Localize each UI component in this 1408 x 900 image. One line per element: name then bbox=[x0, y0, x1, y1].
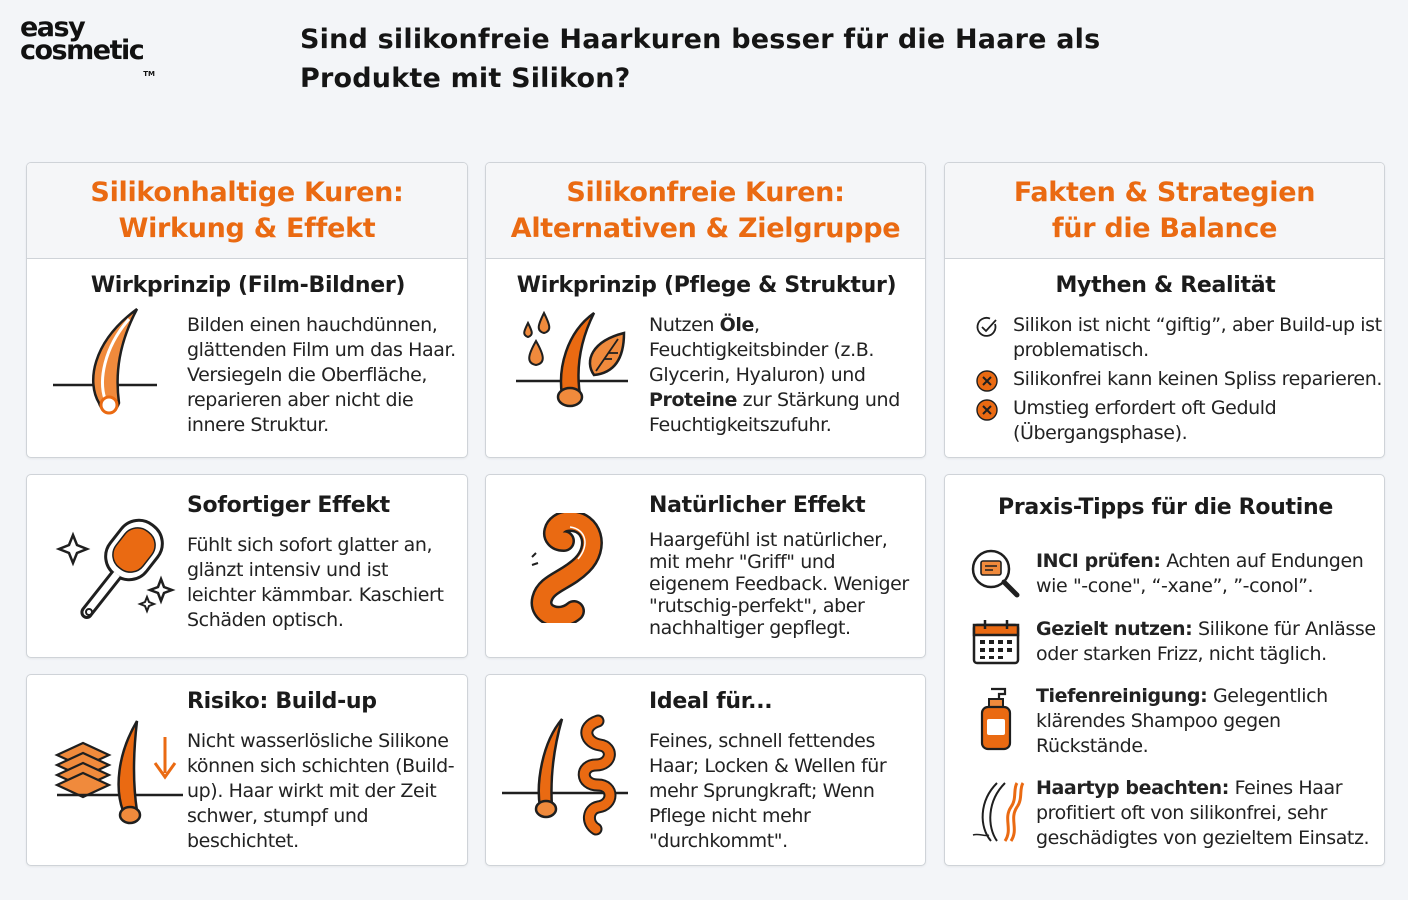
col1-top-card bbox=[26, 162, 468, 458]
tip-3-label: Tiefenreinigung: bbox=[1036, 685, 1208, 707]
myths-title: Mythen & Realität bbox=[1055, 273, 1276, 298]
logo-line-1: easy bbox=[20, 12, 85, 43]
col3-tips-card bbox=[944, 474, 1385, 866]
col1-header bbox=[27, 163, 467, 259]
myth-item-2 bbox=[975, 367, 1385, 393]
myth-item-1-text: Silikon ist nicht “giftig”, aber Build-up ist problematisch. bbox=[1013, 314, 1382, 361]
tip-1-text bbox=[1036, 549, 1376, 599]
col1-sec1-title: Wirkprinzip (Film-Bildner) bbox=[90, 273, 406, 298]
tip-1-label: INCI prüfen: bbox=[1036, 550, 1161, 572]
col1-mid-card bbox=[26, 474, 468, 658]
page-title: Sind silikonfreie Haarkuren besser für die Haare als Produkte mit Silikon? bbox=[300, 24, 1101, 94]
col2-sec1-text bbox=[649, 313, 921, 438]
col3-heading: Fakten & Strategien für die Balance bbox=[1013, 176, 1316, 244]
hairbrush-sparkle-icon bbox=[53, 513, 183, 623]
hair-types-icon bbox=[500, 713, 630, 837]
magnifier-label-icon bbox=[969, 547, 1023, 601]
buildup-layers-icon bbox=[53, 715, 187, 835]
col2-mid-card bbox=[485, 474, 926, 658]
col2-sec1-title: Wirkprinzip (Pflege & Struktur) bbox=[516, 273, 897, 298]
col2-header bbox=[486, 163, 925, 259]
col1-sec3-text: Nicht wasserlösliche Silikone können sich schichten (Build-up). Haar wirkt mit der Zeit schwer, stumpf und beschichtet. bbox=[187, 730, 455, 852]
shampoo-bottle-icon bbox=[977, 687, 1015, 751]
tip-4-label: Haartyp beachten: bbox=[1036, 777, 1229, 799]
curl-icon bbox=[530, 513, 610, 623]
hair-film-icon bbox=[49, 303, 161, 423]
tip-4-text bbox=[1036, 776, 1381, 851]
col1-sec2-text: Fühlt sich sofort glatter an, glänzt intensiv und ist leichter kämmbar. Kaschiert Schäden optisch. bbox=[187, 534, 444, 631]
logo-line-2 bbox=[20, 35, 155, 78]
tip-1-body: Achten auf Endungen wie "-cone", “-xane”, ”-conol”. bbox=[1036, 550, 1364, 597]
cross-circle-icon bbox=[975, 369, 999, 393]
myth-item-3-text: Umstieg erfordert oft Geduld (Übergangsphase). bbox=[1013, 397, 1277, 444]
tip-3-body: Gelegentlich klärendes Shampoo gegen Rückstände. bbox=[1036, 685, 1328, 757]
col2-heading: Silikonfreie Kuren: Alternativen & Zielgruppe bbox=[510, 176, 901, 244]
calendar-icon bbox=[971, 617, 1021, 667]
col2-top-card bbox=[485, 162, 926, 458]
check-icon bbox=[975, 315, 999, 339]
col2-sec2-title: Natürlicher Effekt bbox=[649, 493, 866, 518]
logo-wordmark: cosmetic bbox=[20, 35, 144, 66]
col2-sec3-text: Feines, schnell fettendes Haar; Locken & Wellen für mehr Sprungkraft; Wenn Pflege nicht mehr "durchkommt". bbox=[649, 730, 887, 852]
col2-sec1-text-part1: Nutzen bbox=[649, 314, 720, 336]
col1-heading: Silikonhaltige Kuren: Wirkung & Effekt bbox=[90, 176, 404, 244]
col3-header bbox=[945, 163, 1384, 259]
cross-circle-icon bbox=[975, 398, 999, 422]
myth-item-1 bbox=[975, 313, 1385, 363]
tips-title: Praxis-Tipps für die Routine bbox=[998, 495, 1333, 520]
hair-strands-icon bbox=[969, 779, 1025, 845]
drops-leaf-hair-icon bbox=[514, 309, 634, 419]
tip-2-text bbox=[1036, 617, 1381, 667]
tip-3-text bbox=[1036, 684, 1336, 759]
col2-bottom-card bbox=[485, 674, 926, 866]
col2-sec1-text-part5: zur Stärkung und Feuchtigkeitszufuhr. bbox=[649, 389, 900, 436]
tip-2-body: Silikone für Anlässe oder starken Frizz, nicht täglich. bbox=[1036, 618, 1376, 665]
col1-sec3-title: Risiko: Build-up bbox=[187, 689, 377, 714]
col1-sec2-title: Sofortiger Effekt bbox=[187, 493, 390, 518]
tip-4-body: Feines Haar profitiert oft von silikonfrei, sehr geschädigtes von gezieltem Einsatz. bbox=[1036, 777, 1370, 849]
col2-sec2-text: Haargefühl ist natürlicher, mit mehr "Griff" und eigenem Feedback. Weniger "rutschig-perfekt", aber nachhaltiger gepflegt. bbox=[649, 529, 909, 639]
myth-item-2-text: Silikonfrei kann keinen Spliss reparieren. bbox=[1013, 368, 1382, 390]
col2-sec1-text-oils: Öle bbox=[719, 314, 755, 336]
col1-bottom-card bbox=[26, 674, 468, 866]
trademark-mark: TM bbox=[143, 70, 155, 78]
col3-top-card bbox=[944, 162, 1385, 458]
brand-logo bbox=[20, 12, 155, 78]
tip-2-label: Gezielt nutzen: bbox=[1036, 618, 1193, 640]
col2-sec1-text-part3: , Feuchtigkeitsbinder (z.B. Glycerin, Hyaluron) und bbox=[649, 314, 875, 386]
col2-sec1-text-proteins: Proteine bbox=[649, 389, 738, 411]
myth-item-3 bbox=[975, 396, 1385, 446]
col1-sec1-text: Bilden einen hauchdünnen, glättenden Film um das Haar. Versiegeln die Oberfläche, reparieren aber nicht die innere Struktur. bbox=[187, 314, 456, 436]
col2-sec3-title: Ideal für... bbox=[649, 689, 773, 714]
